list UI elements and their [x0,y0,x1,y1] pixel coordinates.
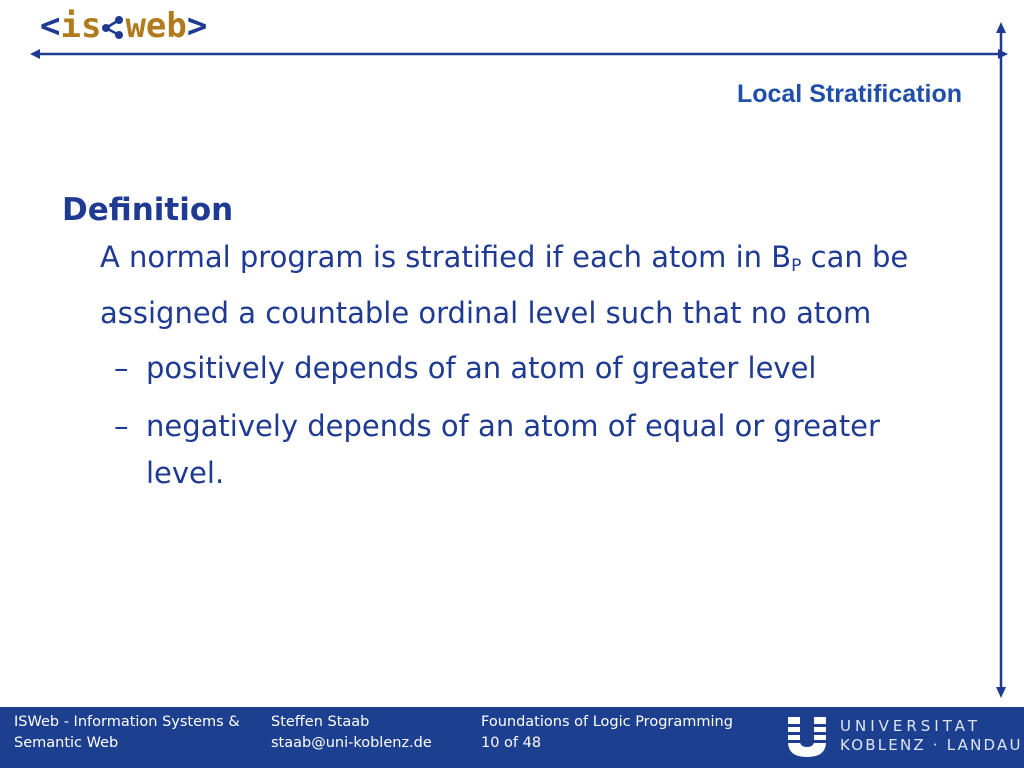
footer-org-line2: Semantic Web [14,735,119,751]
definition-text-part2: can be assigned a countable ordinal level such that no atom [100,240,909,330]
definition-heading: Definition [62,192,234,228]
bullet-text: positively depends of an atom of greater level [146,351,817,385]
vertical-arrow-line [994,22,1008,698]
footer-author-email: staab@uni-koblenz.de [271,735,432,751]
logo-word-web: web [125,6,187,46]
footer-author-name: Steffen Staab [271,714,370,730]
bullet-dash: – [114,409,129,443]
list-item [114,403,926,497]
isweb-logo [40,6,207,46]
footer-course [481,712,733,754]
logo-close-bracket: > [186,6,208,46]
footer-org-line1: ISWeb - Information Systems & [14,714,240,730]
slide-title: Local Stratification [736,80,962,108]
university-line2: KOBLENZ · LANDAU [840,736,1023,754]
university-name [840,717,1023,755]
footer-page-number: 10 of 48 [481,735,542,751]
list-item [114,345,926,392]
university-u-logo-icon [784,715,830,759]
definition-bullet-list [114,345,962,497]
slide-content [62,190,962,508]
definition-text-part1: A normal program is stratified if each atom in B [100,240,792,274]
slide-footer [0,707,1024,768]
definition-subscript: P [791,256,802,276]
university-line1: UNIVERSITAT [840,717,981,735]
logo-word-is: is [60,6,102,46]
bullet-text: negatively depends of an atom of equal or greater level. [146,409,880,490]
logo-open-bracket: < [40,6,61,46]
bullet-dash: – [114,351,129,385]
footer-course-title: Foundations of Logic Programming [481,714,733,730]
network-nodes-icon [101,9,125,35]
definition-paragraph [100,234,960,337]
university-logo [784,713,1023,763]
footer-author [271,712,432,754]
horizontal-arrow-line [30,48,1008,60]
footer-organization [14,712,240,754]
